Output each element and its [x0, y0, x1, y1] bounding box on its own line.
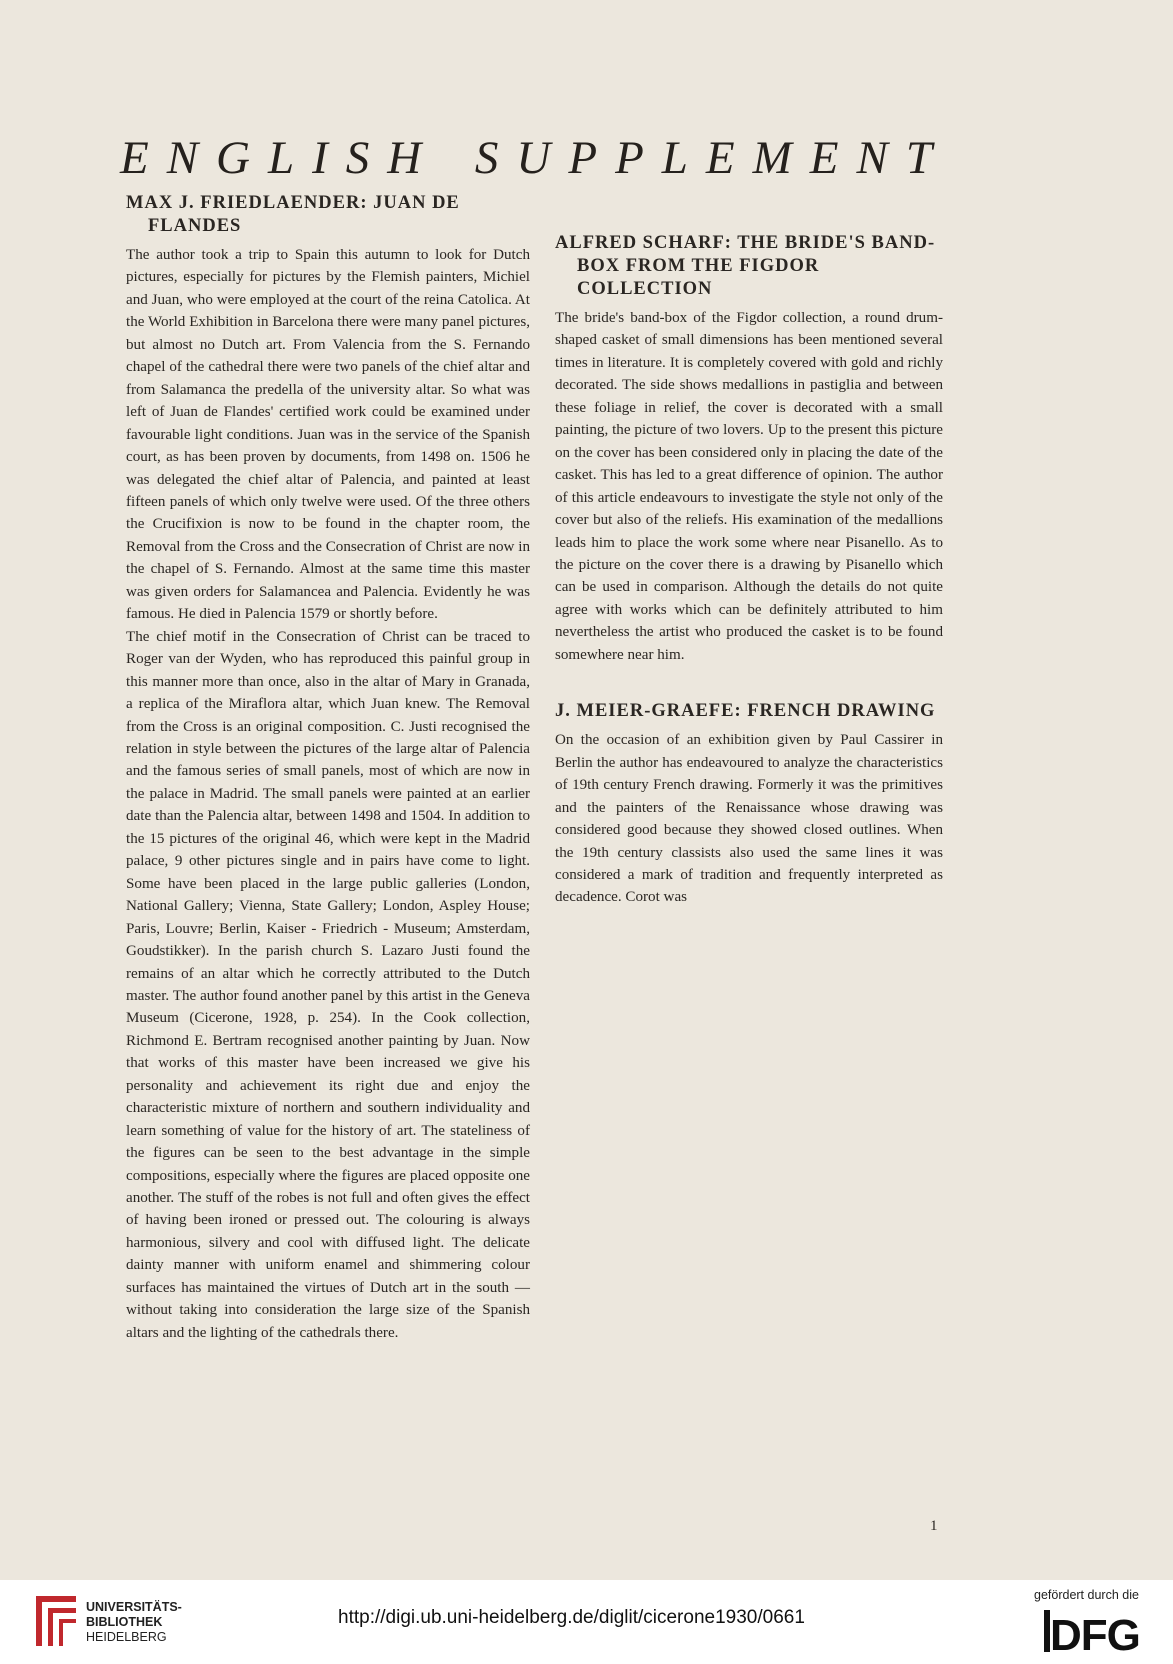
article-title-friedlaender: MAX J. FRIEDLAENDER: JUAN DE FLANDES — [126, 193, 460, 236]
article-paragraph: The author took a trip to Spain this autumn to look for Dutch pictures, especially for pictures by the Flemish painters, Michiel and Juan, who were employed at the court of the reina Catolica. At the World Exhibition in Barcelona there were many panel pictures, but almost no Dutch art. From Valencia from the S. Fernando chapel of the cathedral there were two panels of the chief altar and from Salamanca the predella of the university altar. So what was left of Juan de Flandes' certified work could be examined under favourable light conditions. Juan was in the service of the Spanish court, as has been proven by documents, from 1498 on. 1506 he was delegated the chief altar of Palencia, and painted at least fifteen panels of which only twelve were used. Of the three others the Crucifixion is now to be found in the chapter room, the Removal from the Cross and the Consecration of Christ are now in the chapel of S. Fernando. Almost at the same time this master was given orders for Salamancea and Palencia. Evidently he was famous. He died in Palencia 1579 or shortly before. — [126, 247, 530, 623]
university-library-logo-icon — [34, 1590, 78, 1650]
article-title-scharf: ALFRED SCHARF: THE BRIDE'S BAND-BOX FROM THE FIGDOR COLLECTION — [555, 233, 936, 299]
permalink-url[interactable]: http://digi.ub.uni-heidelberg.de/diglit/cicerone1930/0661 — [338, 1607, 805, 1628]
article-paragraph: On the occasion of an exhibition given by Paul Cassirer in Berlin the author has endeavoured to analyze the characteristics of 19th century French drawing. Formerly it was the primitives and the painters of the Renaissance whose drawing was considered good because they showed closed outlines. When the 19th century classists also used the same lines it was considered a mark of tradition and frequently interpreted as decadence. Corot was — [555, 732, 943, 906]
svg-text:DFG: DFG — [1050, 1611, 1140, 1656]
library-name: UNIVERSITÄTS- BIBLIOTHEK HEIDELBERG — [86, 1600, 182, 1644]
dfg-logo-icon — [1044, 1606, 1158, 1656]
article-paragraph: The chief motif in the Consecration of Christ can be traced to Roger van der Wyden, who has reproduced this painful group in this manner more than once, also in the altar of Mary in Granada, a replica of the Miraflora altar, which Juan knew. The Removal from the Cross is an original composition. C. Justi recognised the relation in style between the pictures of the large altar of Palencia and the famous series of small panels, most of which are now in the palace in Madrid. The small panels were painted at an earlier date than the Palencia altar, between 1498 and 1504. In addition to the 15 pictures of the original 46, which were kept in the Madrid palace, 9 other pictures single and in pairs have come to light. Some have been placed in the large public galleries (London, National Gallery; Vienna, State Gallery; London, Aspley House; Paris, Louvre; Berlin, Kaiser - Friedrich - Museum; Amsterdam, Goudstikker). In the parish church S. Lazaro Justi found the remains of an altar which he correctly attributed to the Dutch master. The author found another panel by this artist in the Geneva Museum (Cicerone, 1928, p. 254). In the Cook collection, Richmond E. Bertram recognised another painting by Juan. Now that works of this master have been increased we give his personality and achievement its right due and enjoy the characteristic mixture of northern and southern individuality and learn something of value for the history of art. The stateliness of the figures can be seen to the best advantage in the simple compositions, especially where the figures are placed opposite one another. The stuff of the robes is not full and often gives the effect of having been ironed or pressed out. The colouring is always harmonious, silvery and cool with diffused light. The delicate dainty manner with uniform enamel and shimmering colour surfaces has maintained the virtues of Dutch art in the south — without taking into consideration the large size of the Spanish altars and the lighting of the cathedrals there. — [126, 628, 530, 1341]
article-title-meier-graefe: J. MEIER-GRAEFE: FRENCH DRAWING — [555, 701, 936, 722]
article-paragraph: The bride's band-box of the Figdor collection, a round drum-shaped casket of small dimensions has been mentioned several times in literature. It is completely covered with gold and richly decorated. The side shows medallions in pastiglia and between these foliage in relief, the cover is decorated with a small painting, the picture of two lovers. Up to the present this picture on the cover has been considered only in placing the date of the casket. This has led to a great difference of opinion. The author of this article endeavours to investigate the style not only of the cover but also of the reliefs. His examination of the medallions leads him to place the work some where near Pisanello. As to the picture on the cover there is a drawing by Pisanello which can be used in comparison. Although the details do not quite agree with works which can be definitely attributed to him nevertheless the artist who produced the casket is to be found somewhere near him. — [555, 310, 943, 663]
right-column — [555, 192, 943, 909]
digitization-footer — [0, 1580, 1173, 1664]
page-number: 1 — [930, 1518, 938, 1534]
funded-by-label: gefördert durch die — [1034, 1588, 1139, 1602]
left-column — [126, 192, 530, 1344]
supplement-headline: ENGLISH SUPPLEMENT — [120, 132, 950, 184]
